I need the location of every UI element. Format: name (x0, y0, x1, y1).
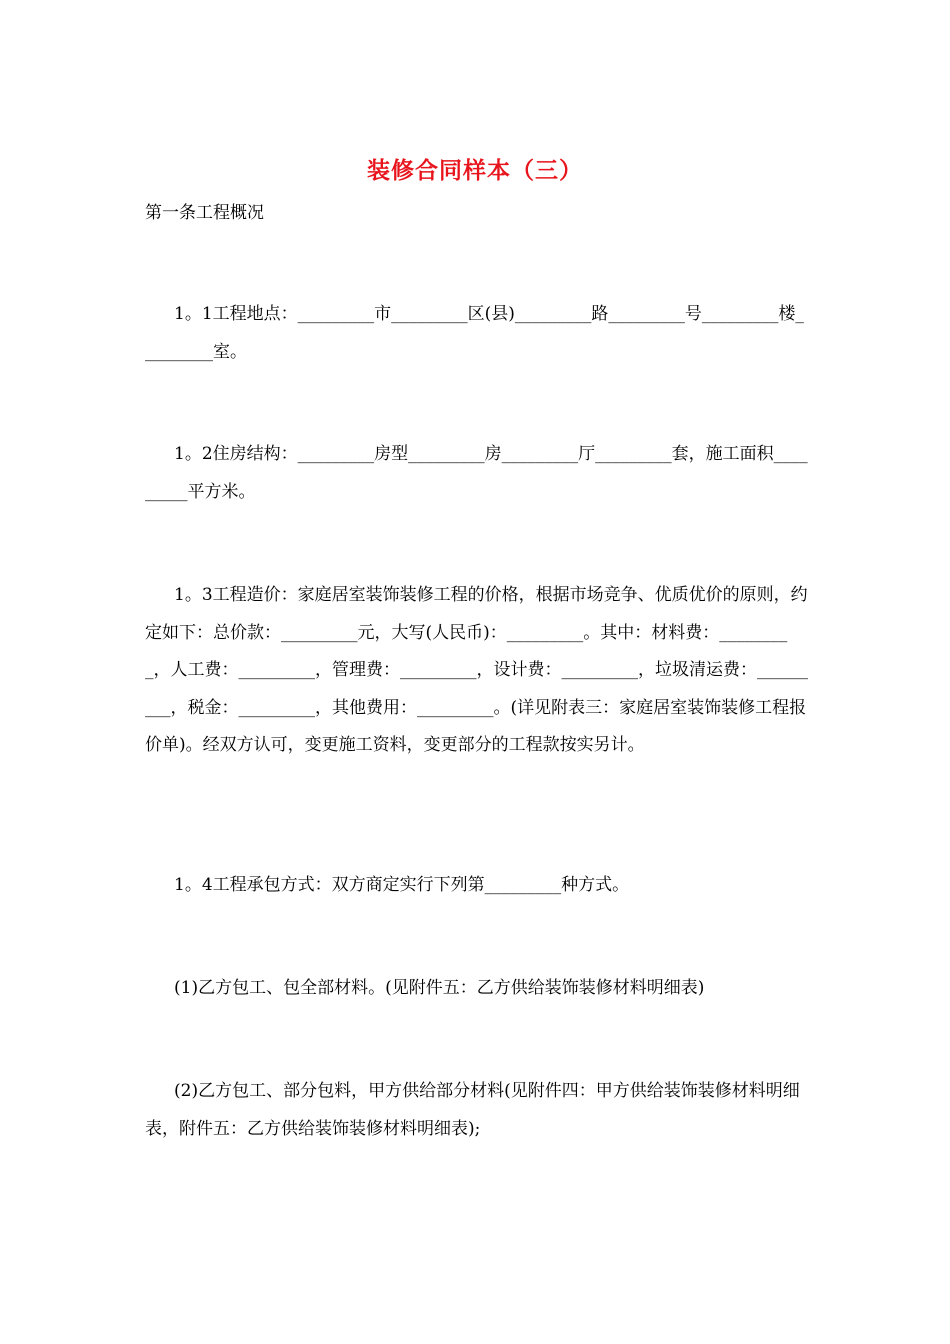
option-2: (2)乙方包工、部分包料，甲方供给部分材料(见附件四：甲方供给装饰装修材料明细表，附件五：乙方供给装饰装修材料明细表); (145, 1081, 800, 1139)
page-title: 装修合同样本（三） (367, 158, 583, 184)
clause-1-4-contract-method: 1。4工程承包方式：双方商定实行下列第_________种方式。 (174, 875, 630, 895)
clause-1-3-cost: 1。3工程造价：家庭居室装饰装修工程的价格，根据市场竞争、优质优价的原则，约定如下：总价款：_________元，大写(人民币)：_________。其中：材料费：_________，人工费：_________，管理费：_________，设计费：_________，垃圾清运费：_________，税金：_________，其他费用：_________。(详见附表三：家庭居室装饰装修工程报价单)。经双方认可，变更施工资料，变更部分的工程款按实另计。 (145, 585, 808, 755)
clause-1-2-structure: 1。2住房结构：_________房型_________房_________厅_________套，施工面积_________平方米。 (145, 444, 808, 502)
option-1: (1)乙方包工、包全部材料。(见附件五：乙方供给装饰装修材料明细表) (174, 978, 705, 998)
clause-1-1-location: 1。1工程地点：_________市_________区(县)_________路_________号_________楼_________室。 (145, 304, 804, 362)
section-heading: 第一条工程概况 (145, 203, 264, 223)
